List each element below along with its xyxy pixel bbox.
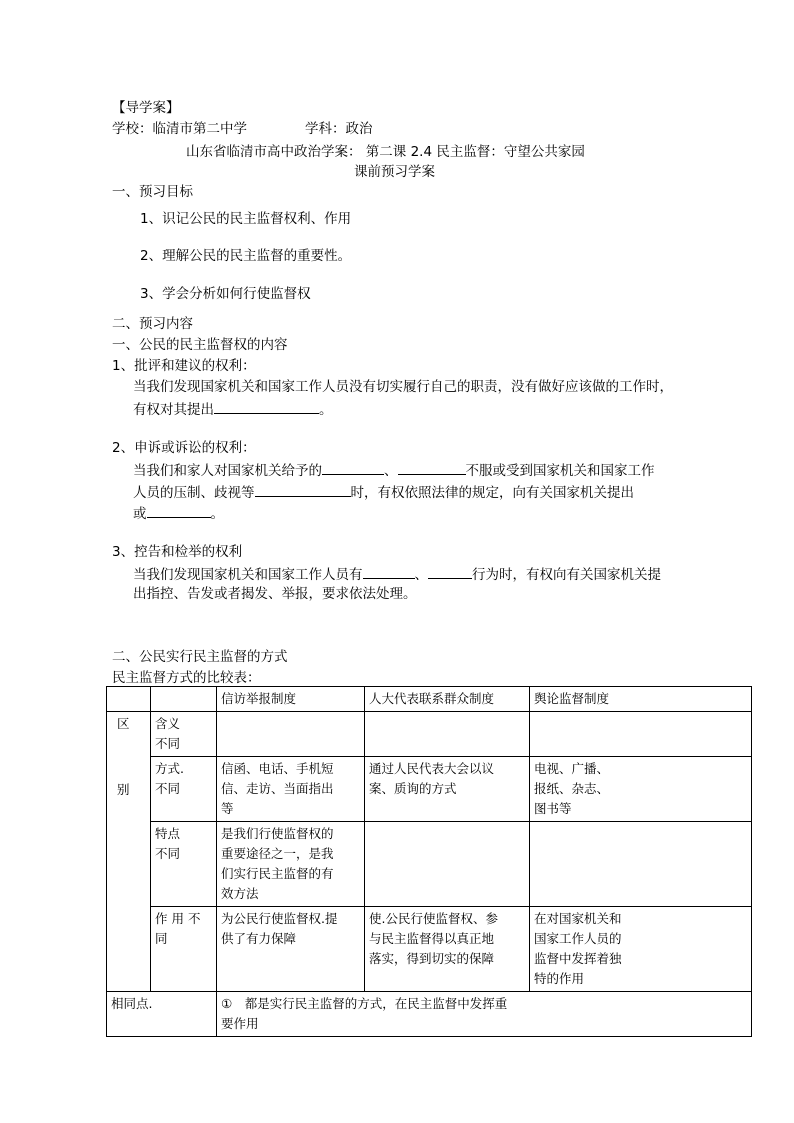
text-segment: 。 — [210, 506, 224, 522]
doc-title: 山东省临清市高中政治学案： 第二课 2.4 民主监督：守望公共家园 — [186, 144, 585, 160]
cell-line: 信函、电话、手机短 — [221, 761, 334, 776]
right-text — [133, 564, 661, 584]
doc-tag: 【导学案】 — [112, 100, 180, 116]
header-cell: 人大代表联系群众制度 — [365, 687, 530, 712]
cell-line: 特点 — [155, 826, 181, 841]
doc-subtitle: 课前预习学案 — [354, 164, 435, 180]
cell-line: ① 都是实行民主监督的方式，在民主监督中发挥重 — [221, 996, 508, 1011]
text-segment: 或 — [133, 506, 147, 522]
right-text — [133, 460, 655, 480]
table-cell — [365, 907, 530, 992]
table-cell — [530, 822, 752, 907]
table-caption: 民主监督方式的比较表： — [112, 670, 261, 686]
table-cell — [217, 757, 365, 822]
right-text — [133, 399, 333, 419]
cell-line: 不同 — [155, 736, 181, 751]
right-title: 3、控告和检举的权利 — [112, 544, 243, 560]
school-label: 学校：临清市第二中学 — [112, 121, 247, 137]
header-cell: 信访举报制度 — [217, 687, 365, 712]
cell-line: 监督中发挥着独 — [534, 951, 622, 966]
cell-line: 报纸、杂志、 — [534, 781, 610, 796]
subject-label: 学科：政治 — [305, 121, 373, 137]
cell-line: 电视、广播、 — [534, 761, 610, 776]
table-row — [107, 757, 752, 822]
table-row-same — [107, 992, 752, 1037]
text-segment: 不服或受到国家机关和国家工作 — [465, 463, 655, 479]
row-label-cell — [151, 712, 217, 757]
text-segment: 人员的压制、歧视等 — [133, 485, 255, 501]
text-segment: 时，有权依照法律的规定，向有关国家机关提出 — [350, 485, 634, 501]
fill-blank[interactable] — [255, 482, 351, 497]
fill-blank[interactable] — [428, 564, 472, 579]
cell-line: 作 用 不 — [155, 911, 201, 926]
header-cell — [107, 687, 151, 712]
header-cell: 舆论监督制度 — [530, 687, 752, 712]
same-text-cell — [217, 992, 752, 1037]
cell-line: 不同 — [155, 781, 181, 796]
cell-line: 含义 — [155, 716, 181, 731]
right-title: 1、批评和建议的权利： — [112, 358, 256, 374]
sub-heading-rights: 一、公民的民主监督权的内容 — [112, 337, 288, 353]
header-cell — [151, 687, 217, 712]
cell-line: 案、质询的方式 — [369, 781, 457, 796]
table-cell — [365, 712, 530, 757]
table-cell — [217, 822, 365, 907]
cell-line: 要作用 — [221, 1016, 259, 1031]
right-text — [133, 482, 634, 502]
fill-blank[interactable] — [398, 460, 466, 475]
right-title: 2、申诉或诉讼的权利： — [112, 440, 256, 456]
cell-line: 为公民行使监督权.提 — [221, 911, 338, 926]
text-segment: 有权对其提出 — [133, 402, 214, 418]
group-label-cell — [107, 712, 151, 992]
table-cell — [530, 757, 752, 822]
cell-line: 重要途径之一，是我 — [221, 846, 334, 861]
cell-line: 特的作用 — [534, 971, 585, 986]
cell-line: 效方法 — [221, 886, 259, 901]
cell-line: 使.公民行使监督权、参 — [369, 911, 498, 926]
cell-line: 与民主监督得以真正地 — [369, 931, 495, 946]
section-heading-methods: 二、公民实行民主监督的方式 — [112, 649, 288, 665]
cell-line: 在对国家机关和 — [534, 911, 622, 926]
cell-line: 落实，得到切实的保障 — [369, 951, 495, 966]
text-segment: 、 — [384, 463, 398, 479]
table-cell — [217, 712, 365, 757]
cell-line: 图书等 — [534, 801, 572, 816]
row-label-cell — [151, 907, 217, 992]
fill-blank[interactable] — [322, 460, 384, 475]
objective-item: 3、学会分析如何行使监督权 — [140, 286, 311, 302]
same-label-cell: 相同点. — [107, 992, 217, 1037]
text-segment: 。 — [319, 402, 333, 418]
section-heading-objectives: 一、预习目标 — [112, 184, 193, 200]
cell-line: 是我们行使监督权的 — [221, 826, 334, 841]
table-row — [107, 907, 752, 992]
text-segment: 当我们发现国家机关和国家工作人员有 — [133, 567, 363, 583]
cell-line: 不同 — [155, 846, 181, 861]
text-segment: 、 — [414, 567, 428, 583]
table-cell — [365, 822, 530, 907]
section-heading-content: 二、预习内容 — [112, 316, 193, 332]
fill-blank[interactable] — [147, 503, 211, 518]
table-row — [107, 712, 752, 757]
group-label: 别 — [117, 782, 130, 797]
table-cell — [217, 907, 365, 992]
table-cell — [365, 757, 530, 822]
row-label-cell — [151, 757, 217, 822]
table-cell — [530, 712, 752, 757]
table-cell — [530, 907, 752, 992]
cell-line: 们实行民主监督的有 — [221, 866, 334, 881]
fill-blank[interactable] — [363, 564, 415, 579]
right-text: 当我们发现国家机关和国家工作人员没有切实履行自己的职责，没有做好应该做的工作时， — [133, 379, 673, 395]
table-row — [107, 822, 752, 907]
row-label-cell — [151, 822, 217, 907]
right-text — [133, 503, 224, 523]
group-label: 区 — [117, 716, 130, 731]
cell-line: 方式. — [155, 761, 184, 776]
cell-line: 等 — [221, 801, 234, 816]
cell-line: 国家工作人员的 — [534, 931, 622, 946]
text-segment: 行为时，有权向有关国家机关提 — [472, 567, 661, 583]
cell-line: 同 — [155, 931, 168, 946]
fill-blank[interactable] — [214, 399, 319, 414]
table-header-row — [107, 687, 752, 712]
cell-line: 信、走访、当面指出 — [221, 781, 334, 796]
objective-item: 1、识记公民的民主监督权利、作用 — [140, 211, 352, 227]
text-segment: 当我们和家人对国家机关给予的 — [133, 463, 322, 479]
cell-line: 通过人民代表大会以议 — [369, 761, 495, 776]
comparison-table — [106, 686, 752, 1037]
right-text: 出指控、告发或者揭发、举报，要求依法处理。 — [133, 586, 417, 602]
objective-item: 2、理解公民的民主监督的重要性。 — [140, 248, 352, 264]
cell-line: 供了有力保障 — [221, 931, 297, 946]
